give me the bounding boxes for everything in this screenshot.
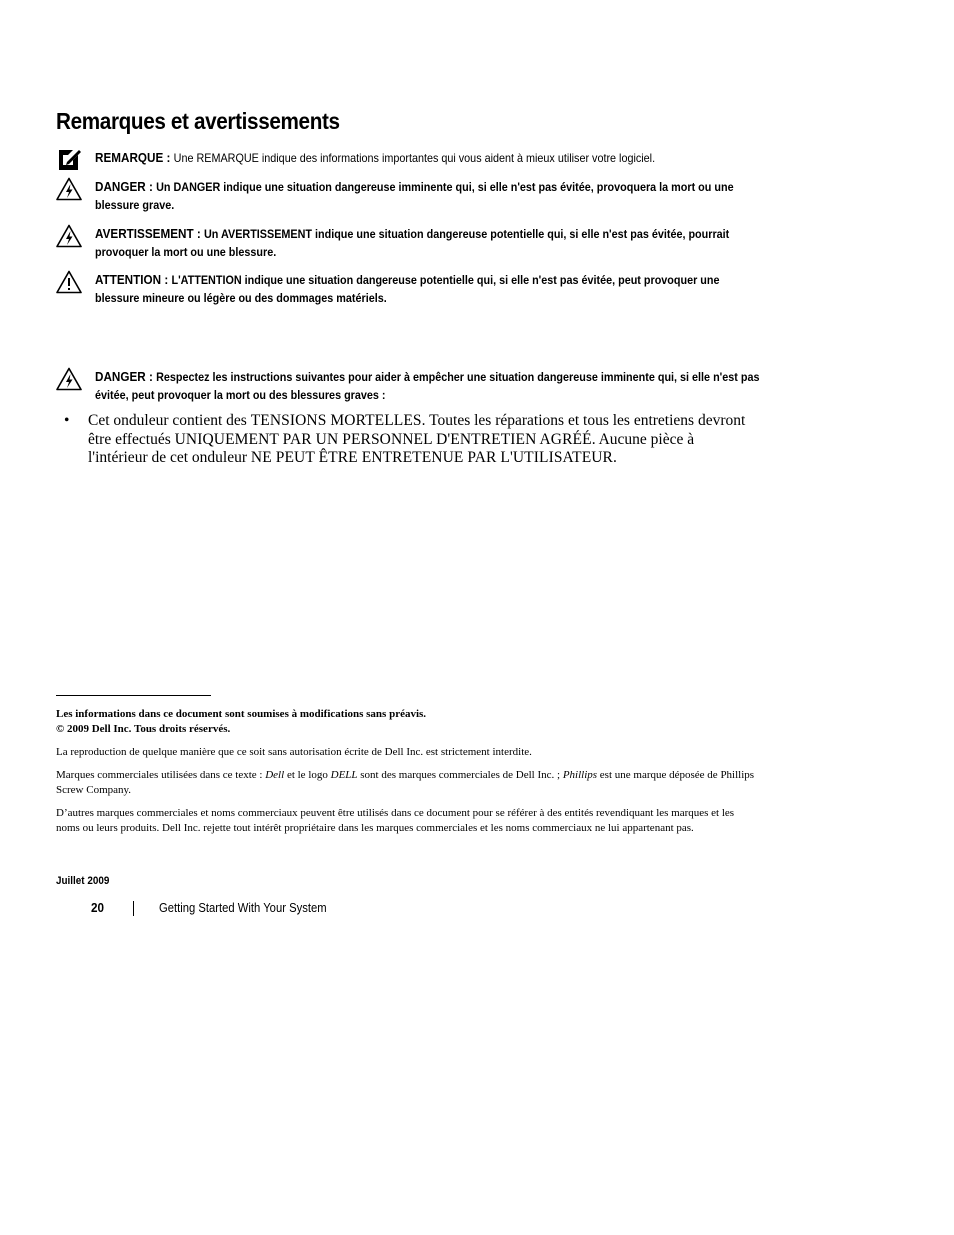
page-number: 20 <box>91 900 105 915</box>
warning-lightning-icon <box>56 224 82 248</box>
notice-text: Un DANGER indique une situation dangereuse imminente qui, si elle n'est pas évitée, provoquera la mort ou une blessure grave. <box>95 180 734 212</box>
bullet-text: . Aucune pièce à l'intérieur de cet onduleur <box>88 430 695 466</box>
notice-text: Respectez les instructions suivantes pour aider à empêcher une situation dangereuse imminente qui, si elle n'est pas évitée, peut provoquer la mort ou des blessures graves : <box>95 370 760 402</box>
legal-text: et le logo <box>284 769 331 781</box>
bullet-text: . <box>613 449 617 466</box>
notice-label: AVERTISSEMENT : <box>95 226 204 241</box>
bullet-text: Cet onduleur contient des <box>88 412 251 429</box>
danger-lightning-icon <box>56 177 82 201</box>
legal-trademark-dell: Dell <box>265 769 285 781</box>
notice-label: DANGER : <box>95 369 157 384</box>
note-pencil-icon <box>56 148 82 172</box>
bullet-marker: • <box>64 412 70 429</box>
bullet-emphasis: TENSIONS MORTELLES <box>250 412 422 429</box>
danger-lightning-icon <box>56 367 82 391</box>
footnote-rule <box>56 695 211 696</box>
document-title: Getting Started With Your System <box>159 901 327 915</box>
legal-trademark-logo: DELL <box>330 769 358 781</box>
legal-reproduction: La reproduction de quelque manière que ce soit sans autorisation écrite de Dell Inc. est strictement interdite. <box>56 746 532 758</box>
legal-text: est une marque déposée de Phillips Screw Company. <box>56 769 755 796</box>
legal-other-trademarks: D’autres marques commerciales et noms commerciaux peuvent être utilisés dans ce document pour se référer à des entités revendiquant les marques et les noms ou leurs produits. Dell Inc. rejette tout intérêt propriétaire dans les marques commerciales et les noms commerciaux ne lui appartenant pas. <box>56 807 735 834</box>
legal-notice <box>56 707 756 737</box>
legal-copyright: © 2009 Dell Inc. Tous droits réservés. <box>56 723 231 735</box>
notice-label: REMARQUE : <box>95 150 174 165</box>
bullet-emphasis: UNIQUEMENT PAR UN PERSONNEL D'ENTRETIEN AGRÉÉ <box>174 430 592 448</box>
caution-exclamation-icon <box>56 270 82 294</box>
notice-label: ATTENTION : <box>95 272 172 287</box>
notice-text: Un AVERTISSEMENT indique une situation dangereuse potentielle qui, si elle n'est pas évitée, pourrait provoquer la mort ou une blessure. <box>95 227 730 259</box>
publication-date: Juillet 2009 <box>56 875 110 887</box>
legal-text: sont des marques commerciales de Dell Inc. ; <box>357 769 563 781</box>
bullet-emphasis: NE PEUT ÊTRE ENTRETENUE PAR L'UTILISATEUR <box>250 449 613 466</box>
bullet-text: . Toutes les réparations et tous les entretiens devront être effectués <box>88 412 746 448</box>
notice-label: DANGER : <box>95 179 157 194</box>
page-title: Remarques et avertissements <box>56 108 340 134</box>
legal-trademark-phillips: Phillips <box>562 769 598 781</box>
notice-text: Une REMARQUE indique des informations importantes qui vous aident à mieux utiliser votre logiciel. <box>173 151 656 165</box>
legal-trademarks <box>56 768 756 798</box>
legal-line-1: Les informations dans ce document sont soumises à modifications sans préavis. <box>56 708 427 720</box>
footer-separator <box>133 901 134 916</box>
legal-text: Marques commerciales utilisées dans ce texte : <box>56 769 266 781</box>
notice-text: L'ATTENTION indique une situation dangereuse potentielle qui, si elle n'est pas évitée, peut provoquer une blessure mineure ou légère ou des dommages matériels. <box>95 273 720 305</box>
